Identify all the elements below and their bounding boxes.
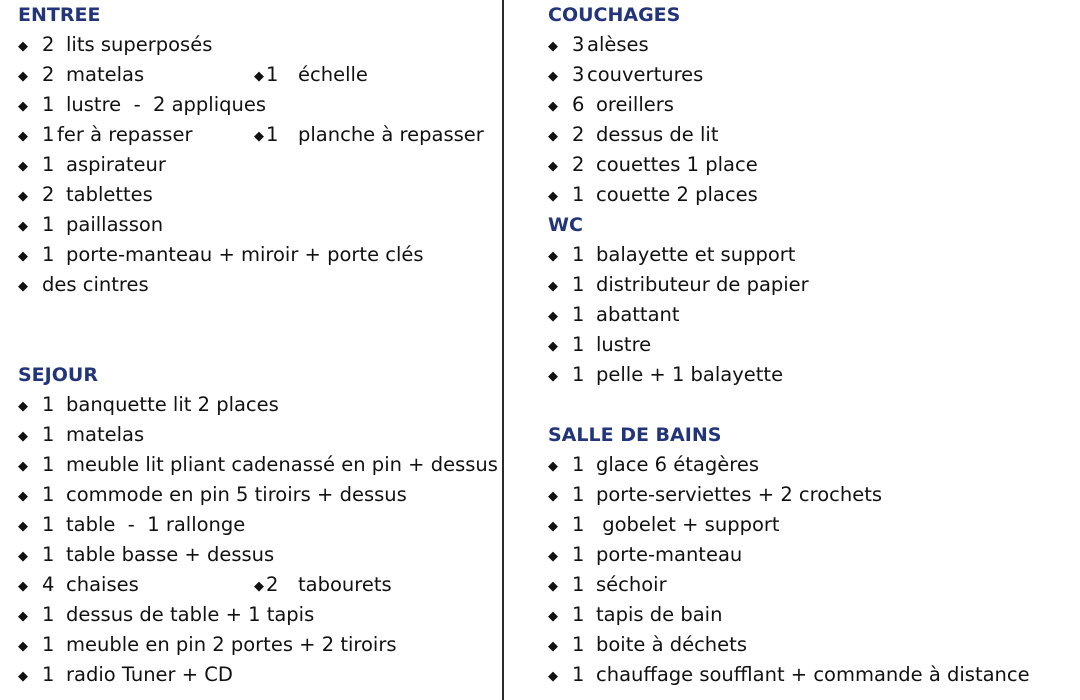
item-quantity: 1 [572,483,585,506]
diamond-bullet-icon [548,92,572,122]
item-label: dessus de lit [596,123,719,146]
diamond-bullet-icon [548,482,572,512]
item-label: séchoir [596,573,667,596]
salle-de-bains-list [548,450,1068,690]
item-quantity: 2 [42,33,55,56]
item-quantity: 1 [42,393,55,416]
item-label: balayette et support [596,243,796,266]
item-quantity: 4 [42,573,55,596]
column-divider [502,0,504,700]
item-label: tablettes [66,183,153,206]
right-column [548,0,1068,690]
diamond-bullet-icon [548,512,572,542]
item-label: couettes 1 place [596,153,758,176]
item-quantity: 1 [572,183,585,206]
diamond-bullet-icon [548,362,572,392]
diamond-bullet-icon [548,332,572,362]
item-quantity: 2 [42,63,55,86]
diamond-bullet-icon [254,122,266,152]
diamond-bullet-icon [18,242,42,272]
list-item [548,90,1068,120]
entree-list [18,30,498,300]
second-item [254,60,368,92]
item-label: table - 1 rallonge [66,513,246,536]
item-quantity: 1 [572,513,585,536]
diamond-bullet-icon [548,152,572,182]
list-item [18,630,498,660]
item-quantity: 2 [572,123,585,146]
item-label: chaises [66,573,139,596]
list-item [18,540,498,570]
item-label: paillasson [66,213,164,236]
item-quantity: 1 [572,333,585,356]
list-item [548,180,1068,210]
item-label: fer à repasser [57,123,193,146]
item-label: porte-manteau + miroir + porte clés [66,243,424,266]
item-label: matelas [66,423,145,446]
section-spacer [18,300,498,360]
diamond-bullet-icon [548,542,572,572]
list-item [548,330,1068,360]
diamond-bullet-icon [18,122,42,152]
list-item [548,30,1068,60]
item-quantity: 1 [266,63,279,86]
section-heading-wc: WC [548,214,583,236]
diamond-bullet-icon [18,152,42,182]
diamond-bullet-icon [548,662,572,692]
diamond-bullet-icon [18,602,42,632]
list-item [18,390,498,420]
list-item [18,180,498,210]
item-quantity: 1 [42,423,55,446]
item-label: dessus de table + 1 tapis [66,603,315,626]
list-item [18,450,498,480]
item-quantity: 1 [266,123,279,146]
item-quantity: 1 [42,93,55,116]
diamond-bullet-icon [18,62,42,92]
item-quantity: 3 [572,63,585,86]
section-heading-sejour: SEJOUR [18,364,98,386]
list-item [18,420,498,450]
item-label: alèses [587,33,649,56]
item-quantity: 1 [42,483,55,506]
item-label: pelle + 1 balayette [596,363,784,386]
item-quantity: 1 [572,243,585,266]
item-quantity: 1 [42,663,55,686]
item-quantity: 1 [572,303,585,326]
item-label: glace 6 étagères [596,453,759,476]
diamond-bullet-icon [548,272,572,302]
diamond-bullet-icon [18,572,42,602]
list-item [548,360,1068,390]
diamond-bullet-icon [18,392,42,422]
item-label: échelle [298,63,368,86]
item-quantity: 1 [572,663,585,686]
list-item [548,120,1068,150]
diamond-bullet-icon [18,92,42,122]
list-item [18,210,498,240]
item-label: gobelet + support [596,513,780,536]
diamond-bullet-icon [548,242,572,272]
item-quantity: 2 [42,183,55,206]
diamond-bullet-icon [18,482,42,512]
item-label: matelas [66,63,145,86]
item-quantity: 2 [266,573,279,596]
list-item [548,150,1068,180]
item-quantity: 3 [572,33,585,56]
item-quantity: 1 [42,633,55,656]
item-label: radio Tuner + CD [66,663,233,686]
diamond-bullet-icon [548,122,572,152]
item-label: table basse + dessus [66,543,275,566]
diamond-bullet-icon [18,182,42,212]
section-spacer [548,390,1068,420]
item-label: tabourets [298,573,392,596]
list-item [18,570,498,600]
list-item [548,270,1068,300]
item-quantity: 1 [42,513,55,536]
item-quantity: 2 [572,153,585,176]
list-item [548,240,1068,270]
diamond-bullet-icon [548,452,572,482]
item-quantity: 1 [572,453,585,476]
diamond-bullet-icon [18,542,42,572]
item-label: planche à repasser [298,123,484,146]
list-item [18,30,498,60]
item-label: lits superposés [66,33,213,56]
item-quantity: 1 [42,603,55,626]
list-item [18,660,498,690]
second-item [254,570,392,602]
diamond-bullet-icon [548,572,572,602]
diamond-bullet-icon [18,632,42,662]
list-item [18,150,498,180]
item-label: oreillers [596,93,674,116]
item-label: couvertures [587,63,704,86]
couchages-list [548,30,1068,210]
list-item [18,510,498,540]
sejour-list [18,390,498,690]
diamond-bullet-icon [548,182,572,212]
item-label: abattant [596,303,680,326]
diamond-bullet-icon [548,302,572,332]
list-item [18,480,498,510]
section-heading-couchages: COUCHAGES [548,4,681,26]
list-item [18,240,498,270]
item-label: porte-serviettes + 2 crochets [596,483,883,506]
diamond-bullet-icon [548,632,572,662]
list-item [18,90,498,120]
diamond-bullet-icon [254,62,266,92]
item-label: banquette lit 2 places [66,393,279,416]
item-label: lustre [596,333,652,356]
item-quantity: 1 [42,153,55,176]
diamond-bullet-icon [548,32,572,62]
list-item [18,60,498,90]
left-column [18,0,498,690]
item-label: porte-manteau [596,543,743,566]
item-quantity: 1 [42,453,55,476]
list-item [548,630,1068,660]
item-quantity: 1 [42,243,55,266]
diamond-bullet-icon [18,32,42,62]
list-item [548,60,1068,90]
diamond-bullet-icon [548,602,572,632]
diamond-bullet-icon [548,62,572,92]
item-quantity: 1 [42,543,55,566]
item-label: des cintres [42,273,149,296]
item-quantity: 1 [572,633,585,656]
item-quantity: 1 [572,573,585,596]
list-item [18,270,498,300]
list-item [548,450,1068,480]
item-label: aspirateur [66,153,166,176]
wc-list [548,240,1068,390]
section-heading-entree: ENTREE [18,4,101,26]
item-label: distributeur de papier [596,273,809,296]
list-item [548,510,1068,540]
list-item [548,540,1068,570]
diamond-bullet-icon [18,272,42,302]
item-quantity: 6 [572,93,585,116]
second-item [254,120,484,152]
item-quantity: 1 [42,213,55,236]
item-label: couette 2 places [596,183,758,206]
item-label: meuble en pin 2 portes + 2 tiroirs [66,633,397,656]
list-item [18,600,498,630]
list-item [548,300,1068,330]
diamond-bullet-icon [18,422,42,452]
item-quantity: 1 [42,123,55,146]
diamond-bullet-icon [18,512,42,542]
item-quantity: 1 [572,543,585,566]
item-label: tapis de bain [596,603,723,626]
item-label: chauffage soufflant + commande à distance [596,663,1030,686]
item-quantity: 1 [572,363,585,386]
list-item [548,600,1068,630]
diamond-bullet-icon [18,212,42,242]
diamond-bullet-icon [18,452,42,482]
list-item [18,120,498,150]
list-item [548,660,1068,690]
item-label: meuble lit pliant cadenassé en pin + dessus [66,453,498,476]
diamond-bullet-icon [18,662,42,692]
list-item [548,570,1068,600]
list-item [548,480,1068,510]
item-label: commode en pin 5 tiroirs + dessus [66,483,407,506]
item-quantity: 1 [572,273,585,296]
item-quantity: 1 [572,603,585,626]
section-heading-salle-de-bains: SALLE DE BAINS [548,424,722,446]
item-label: lustre - 2 appliques [66,93,267,116]
item-label: boite à déchets [596,633,747,656]
diamond-bullet-icon [254,572,266,602]
